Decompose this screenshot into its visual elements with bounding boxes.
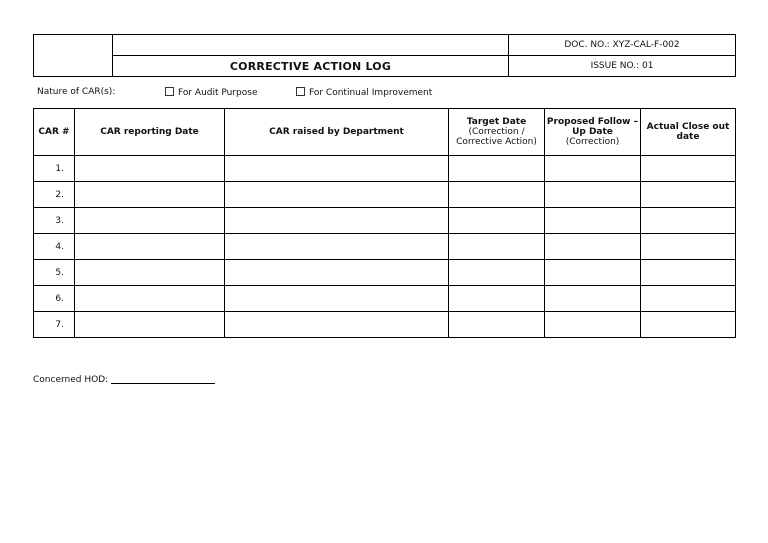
table-row (34, 182, 736, 208)
follow-up-date-cell[interactable] (545, 286, 641, 312)
table-header-row (34, 109, 736, 156)
page-title: CORRECTIVE ACTION LOG (113, 56, 509, 77)
option-improvement-label: For Continual Improvement (309, 88, 433, 98)
row-number: 2. (34, 182, 75, 208)
row-number: 3. (34, 208, 75, 234)
follow-up-date-cell[interactable] (545, 182, 641, 208)
hod-label: Concerned HOD: (33, 375, 109, 385)
reporting-date-cell[interactable] (75, 208, 225, 234)
close-out-date-cell[interactable] (641, 156, 736, 182)
reporting-date-cell[interactable] (75, 286, 225, 312)
header-blank-cell (113, 35, 509, 56)
option-audit-purpose[interactable] (165, 87, 258, 98)
table-row (34, 286, 736, 312)
reporting-date-cell[interactable] (75, 260, 225, 286)
doc-number: DOC. NO.: XYZ-CAL-F-002 (509, 35, 736, 56)
close-out-date-cell[interactable] (641, 182, 736, 208)
target-date-cell[interactable] (449, 156, 545, 182)
target-date-cell[interactable] (449, 286, 545, 312)
department-cell[interactable] (225, 208, 449, 234)
department-cell[interactable] (225, 234, 449, 260)
hod-signature-line[interactable] (111, 374, 215, 384)
row-number: 6. (34, 286, 75, 312)
checkbox-icon[interactable] (296, 87, 305, 96)
nature-of-car (37, 87, 433, 98)
reporting-date-cell[interactable] (75, 234, 225, 260)
close-out-date-cell[interactable] (641, 260, 736, 286)
close-out-date-cell[interactable] (641, 312, 736, 338)
department-cell[interactable] (225, 156, 449, 182)
department-cell[interactable] (225, 286, 449, 312)
issue-number: ISSUE NO.: 01 (509, 56, 736, 77)
close-out-date-cell[interactable] (641, 234, 736, 260)
col-header-reporting-date: CAR reporting Date (75, 109, 225, 156)
table-row (34, 260, 736, 286)
col-header-car-number: CAR # (34, 109, 75, 156)
corrective-action-table (33, 108, 736, 338)
table-row (34, 312, 736, 338)
target-date-cell[interactable] (449, 260, 545, 286)
row-number: 4. (34, 234, 75, 260)
option-continual-improvement[interactable] (296, 87, 432, 98)
reporting-date-cell[interactable] (75, 312, 225, 338)
department-cell[interactable] (225, 312, 449, 338)
target-date-cell[interactable] (449, 312, 545, 338)
target-date-cell[interactable] (449, 234, 545, 260)
reporting-date-cell[interactable] (75, 182, 225, 208)
nature-label: Nature of CAR(s): (37, 87, 116, 97)
col-header-close-out-date: Actual Close out date (641, 109, 736, 156)
logo-placeholder (34, 35, 113, 77)
follow-up-date-cell[interactable] (545, 234, 641, 260)
follow-up-date-cell[interactable] (545, 260, 641, 286)
close-out-date-cell[interactable] (641, 208, 736, 234)
row-number: 7. (34, 312, 75, 338)
follow-up-date-cell[interactable] (545, 208, 641, 234)
department-cell[interactable] (225, 260, 449, 286)
col-header-follow-up-date: Proposed Follow – Up Date (Correction) (545, 109, 641, 156)
department-cell[interactable] (225, 182, 449, 208)
target-date-cell[interactable] (449, 182, 545, 208)
table-row (34, 208, 736, 234)
table-row (34, 234, 736, 260)
checkbox-icon[interactable] (165, 87, 174, 96)
follow-up-date-cell[interactable] (545, 156, 641, 182)
close-out-date-cell[interactable] (641, 286, 736, 312)
document-header (33, 34, 736, 77)
reporting-date-cell[interactable] (75, 156, 225, 182)
row-number: 5. (34, 260, 75, 286)
target-date-cell[interactable] (449, 208, 545, 234)
concerned-hod (33, 374, 215, 385)
col-header-department: CAR raised by Department (225, 109, 449, 156)
follow-up-date-cell[interactable] (545, 312, 641, 338)
row-number: 1. (34, 156, 75, 182)
option-audit-label: For Audit Purpose (178, 88, 258, 98)
table-row (34, 156, 736, 182)
col-header-target-date: Target Date (Correction / Corrective Action) (449, 109, 545, 156)
